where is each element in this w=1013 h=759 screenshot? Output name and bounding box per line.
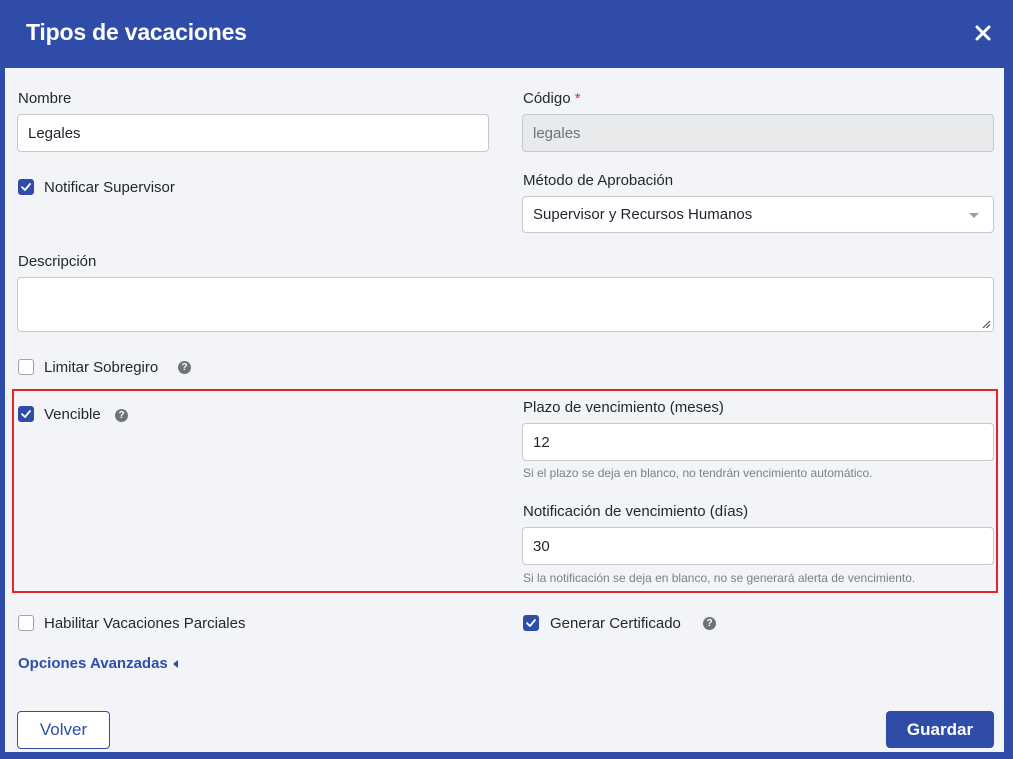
- check-icon: [20, 181, 32, 193]
- notificacion-vencimiento-input[interactable]: [522, 527, 994, 565]
- dialog-header: [0, 0, 1013, 68]
- opciones-avanzadas-label: Opciones Avanzadas: [18, 655, 168, 672]
- check-icon: [20, 408, 32, 420]
- dialog-body: [5, 68, 1004, 752]
- caret-down-icon: [969, 213, 979, 218]
- help-icon[interactable]: ?: [178, 361, 191, 374]
- generar-certificado-checkbox[interactable]: [523, 615, 539, 631]
- metodo-aprobacion-value: Supervisor y Recursos Humanos: [533, 206, 753, 223]
- plazo-vencimiento-label: Plazo de vencimiento (meses): [523, 399, 724, 416]
- required-mark: *: [574, 90, 581, 107]
- codigo-value: legales: [533, 124, 581, 142]
- habilitar-parciales-checkbox[interactable]: [18, 615, 34, 631]
- back-button[interactable]: Volver: [17, 711, 110, 749]
- help-icon[interactable]: ?: [115, 409, 128, 422]
- codigo-label: [523, 90, 581, 107]
- plazo-vencimiento-input[interactable]: [522, 423, 994, 461]
- metodo-aprobacion-select[interactable]: [522, 196, 994, 233]
- plazo-vencimiento-hint: Si el plazo se deja en blanco, no tendrán vencimiento automático.: [523, 466, 873, 480]
- resize-grip-icon[interactable]: [981, 319, 991, 329]
- nombre-input[interactable]: [17, 114, 489, 152]
- limitar-sobregiro-checkbox[interactable]: [18, 359, 34, 375]
- vencible-checkbox[interactable]: [18, 406, 34, 422]
- help-icon[interactable]: ?: [703, 617, 716, 630]
- opciones-avanzadas-toggle[interactable]: [18, 655, 179, 672]
- vencible-label: Vencible: [44, 406, 101, 423]
- limitar-sobregiro-label: Limitar Sobregiro: [44, 359, 159, 376]
- habilitar-parciales-label: Habilitar Vacaciones Parciales: [44, 615, 246, 632]
- descripcion-textarea[interactable]: [17, 277, 994, 332]
- caret-left-icon: [172, 659, 179, 669]
- plazo-vencimiento-value: 12: [533, 433, 550, 451]
- notificacion-vencimiento-hint: Si la notificación se deja en blanco, no se generará alerta de vencimiento.: [523, 571, 916, 585]
- codigo-label-text: Código: [523, 90, 571, 107]
- notificacion-vencimiento-value: 30: [533, 537, 550, 555]
- notificar-supervisor-checkbox[interactable]: [18, 179, 34, 195]
- dialog-title: Tipos de vacaciones: [26, 19, 247, 45]
- codigo-input: [522, 114, 994, 152]
- metodo-aprobacion-label: Método de Aprobación: [523, 172, 674, 189]
- close-icon[interactable]: [970, 20, 996, 46]
- notificacion-vencimiento-label: Notificación de vencimiento (días): [523, 503, 749, 520]
- generar-certificado-label: Generar Certificado: [550, 615, 681, 632]
- check-icon: [525, 617, 537, 629]
- nombre-value: Legales: [28, 124, 81, 142]
- save-button[interactable]: Guardar: [886, 711, 994, 748]
- nombre-label: Nombre: [18, 90, 72, 107]
- notificar-supervisor-label: Notificar Supervisor: [44, 179, 175, 196]
- descripcion-label: Descripción: [18, 253, 97, 270]
